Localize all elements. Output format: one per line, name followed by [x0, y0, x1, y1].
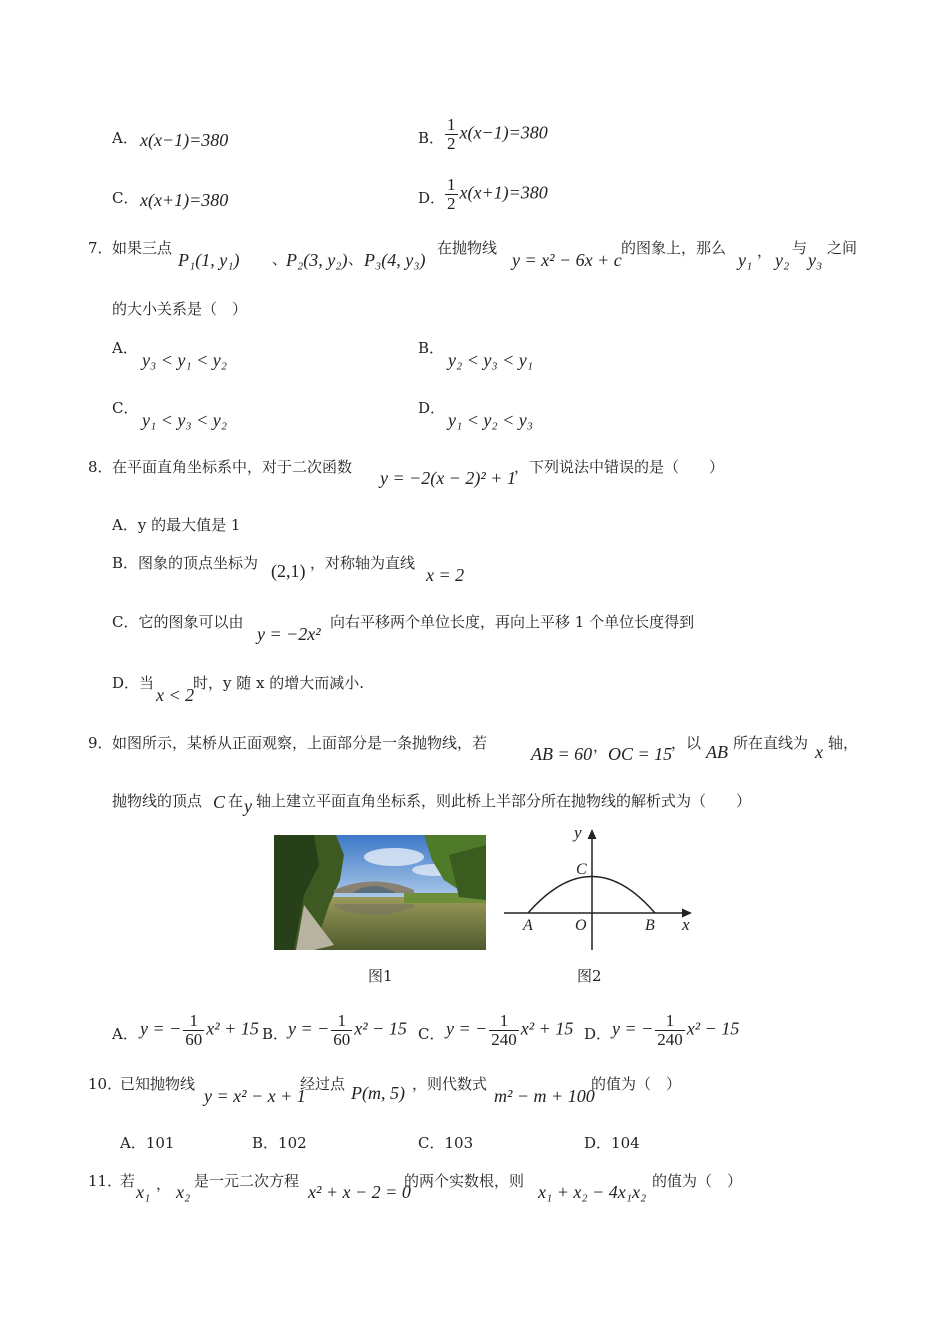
q7-text-3: 的图象上，那么	[621, 239, 727, 257]
diagram-point-o: O	[575, 917, 587, 934]
q6-option-d-fraction: $\frac{1}{2}$	[447, 175, 456, 213]
q9-comma: ，	[593, 737, 609, 755]
q10-option-b: B．102	[252, 1134, 307, 1152]
q7-parabola: y = x² − 6x + c	[512, 250, 622, 270]
q10-point: P(m, 5)	[351, 1083, 405, 1103]
q9-x-axis: x	[815, 742, 823, 762]
q9-text-4: 轴，	[828, 734, 859, 752]
diagram-point-c: C	[576, 861, 587, 878]
q11-text-2: 是一元二次方程	[194, 1172, 300, 1190]
q7-option-c-expr: y₁ < y₃ < y₂	[142, 410, 228, 430]
q11-equation: x² + x − 2 = 0	[308, 1182, 411, 1202]
diagram-x-label: x	[682, 915, 690, 934]
q10-option-c: C．103	[418, 1134, 474, 1152]
q10-expression: m² − m + 100	[494, 1086, 595, 1106]
q6-option-c-label: C．	[112, 189, 139, 207]
q11-text-1: 若	[120, 1172, 136, 1190]
q9-option-c-label: C．	[418, 1025, 445, 1043]
q9-text-3: 所在直线为	[733, 734, 809, 752]
q11-x2: x₂	[176, 1182, 191, 1202]
q7-zhijian: 之间	[827, 239, 858, 257]
q9-option-b-label: B．	[262, 1025, 289, 1043]
q10-function: y = x² − x + 1	[204, 1086, 306, 1106]
q9-ab: AB = 60	[531, 744, 593, 764]
q8-function: y = −2(x − 2)² + 1	[380, 468, 516, 488]
q6-option-c-expr: x(x+1)=380	[140, 190, 229, 210]
q9-text-1: 如图所示，某桥从正面观察，上面部分是一条抛物线，若	[112, 734, 488, 752]
q10-number: 10．	[88, 1075, 123, 1093]
q6-option-b-label: B．	[418, 129, 445, 147]
diagram-point-b: B	[645, 917, 655, 934]
q7-y2: y₂	[775, 250, 790, 270]
q7-comma: ，	[757, 242, 773, 260]
q10-option-d: D．104	[584, 1134, 640, 1152]
bridge-photo-drawing	[274, 835, 486, 950]
bridge-photo	[274, 835, 486, 950]
q9-c: C	[213, 792, 226, 812]
q11-number: 11．	[88, 1172, 123, 1190]
q8-text-2: ，下列说法中错误的是（ ）	[514, 458, 725, 476]
q6-option-d-label: D．	[418, 189, 446, 207]
q11-comma: ，	[156, 1175, 172, 1193]
q8-option-b-text-2: ，对称轴为直线	[310, 554, 416, 572]
q10-text-4: 的值为（ ）	[591, 1075, 682, 1093]
q6-option-b-fraction: $\frac{1}{2}$	[447, 115, 456, 153]
q9-option-a-label: A．	[112, 1025, 138, 1043]
q10-option-a: A．101	[120, 1134, 175, 1152]
q7-y1: y₁	[738, 250, 753, 270]
q8-option-c-func: y = −2x²	[257, 624, 321, 644]
q6-option-b-expr-wrap	[443, 116, 548, 153]
q7-y3: y₃	[808, 250, 823, 270]
q8-option-c-text: C．它的图象可以由	[112, 613, 244, 631]
figure-2-caption: 图2	[577, 967, 602, 985]
q7-line-2: 的大小关系是（ ）	[112, 300, 248, 318]
q9-option-b-expr: y = − $\frac{1}{60}$ x² − 15	[288, 1011, 407, 1049]
q9-option-d-expr: y = − $\frac{1}{240}$ x² − 15	[612, 1011, 740, 1049]
q8-number: 8．	[88, 458, 113, 476]
q8-option-d-text-2: 时，y 随 x 的增大而减小.	[193, 674, 365, 692]
q7-point-2: P₂(3, y₂)	[286, 250, 348, 270]
q8-option-b-line: x = 2	[426, 565, 465, 585]
q9-oc: OC = 15	[608, 744, 673, 764]
q7-yu: 与	[792, 239, 808, 257]
q10-text-3: ，则代数式	[412, 1075, 488, 1093]
q11-text-4: 的值为（ ）	[652, 1172, 743, 1190]
q8-option-b-text: B．图象的顶点坐标为	[112, 554, 259, 572]
q7-sep-1: 、	[272, 250, 288, 268]
q9-option-c-expr: y = − $\frac{1}{240}$ x² + 15	[446, 1011, 574, 1049]
q9-option-a-expr: y = − $\frac{1}{60}$ x² + 15	[140, 1011, 259, 1049]
parabola-diagram	[500, 818, 700, 958]
q9-line-2-a: 抛物线的顶点	[112, 792, 203, 810]
q11-x1: x₁	[136, 1182, 151, 1202]
q6-option-b-expr: x(x−1)=380	[459, 122, 548, 143]
q9-line-2-b: 在	[228, 792, 244, 810]
q10-text-1: 已知抛物线	[120, 1075, 196, 1093]
q6-option-a-expr: x(x−1)=380	[140, 130, 229, 150]
q9-text-2: ，以	[671, 734, 702, 752]
q7-option-d-label: D．	[418, 399, 446, 417]
q6-option-d-expr-wrap	[443, 176, 548, 213]
q7-option-b-expr: y₂ < y₃ < y₁	[448, 350, 534, 370]
q9-line-2-c: 轴上建立平面直角坐标系，则此桥上半部分所在抛物线的解析式为（ ）	[256, 792, 752, 810]
q8-option-c-text-2: 向右平移两个单位长度，再向上平移 1 个单位长度得到	[330, 613, 695, 631]
q7-option-a-label: A．	[112, 339, 138, 357]
diagram-point-a: A	[523, 917, 533, 934]
q7-sep-2: 、	[348, 250, 364, 268]
q11-text-3: 的两个实数根，则	[404, 1172, 525, 1190]
q7-point-3: P₃(4, y₃)	[364, 250, 426, 270]
q11-expression: x₁ + x₂ − 4x₁x₂	[538, 1182, 647, 1202]
q7-option-b-label: B．	[418, 339, 445, 357]
q6-option-a-label: A．	[112, 129, 138, 147]
q7-text-2: 在抛物线	[437, 239, 498, 257]
q7-option-d-expr: y₁ < y₂ < y₃	[448, 410, 534, 430]
diagram-y-label: y	[574, 823, 582, 842]
q7-number: 7．	[88, 239, 113, 257]
q8-text-1: 在平面直角坐标系中，对于二次函数	[112, 458, 353, 476]
q9-ab-2: AB	[706, 742, 728, 762]
q7-point-1: P₁(1, y₁)	[178, 250, 240, 270]
q8-option-d-text: D．当	[112, 674, 155, 692]
q7-option-c-label: C．	[112, 399, 139, 417]
q9-option-d-label: D．	[584, 1025, 612, 1043]
q8-option-a: A．y 的最大值是 1	[112, 516, 241, 534]
q8-option-b-point: (2,1)	[271, 561, 306, 581]
q10-text-2: 经过点	[300, 1075, 346, 1093]
figure-1-caption: 图1	[368, 967, 393, 985]
q7-option-a-expr: y₃ < y₁ < y₂	[142, 350, 228, 370]
y-axis-arrow-icon	[588, 829, 597, 839]
q9-number: 9．	[88, 734, 113, 752]
q7-text-1: 如果三点	[112, 239, 173, 257]
q9-y: y	[244, 796, 252, 816]
q8-option-d-cond: x < 2	[156, 685, 195, 705]
q6-option-d-expr: x(x+1)=380	[459, 182, 548, 203]
